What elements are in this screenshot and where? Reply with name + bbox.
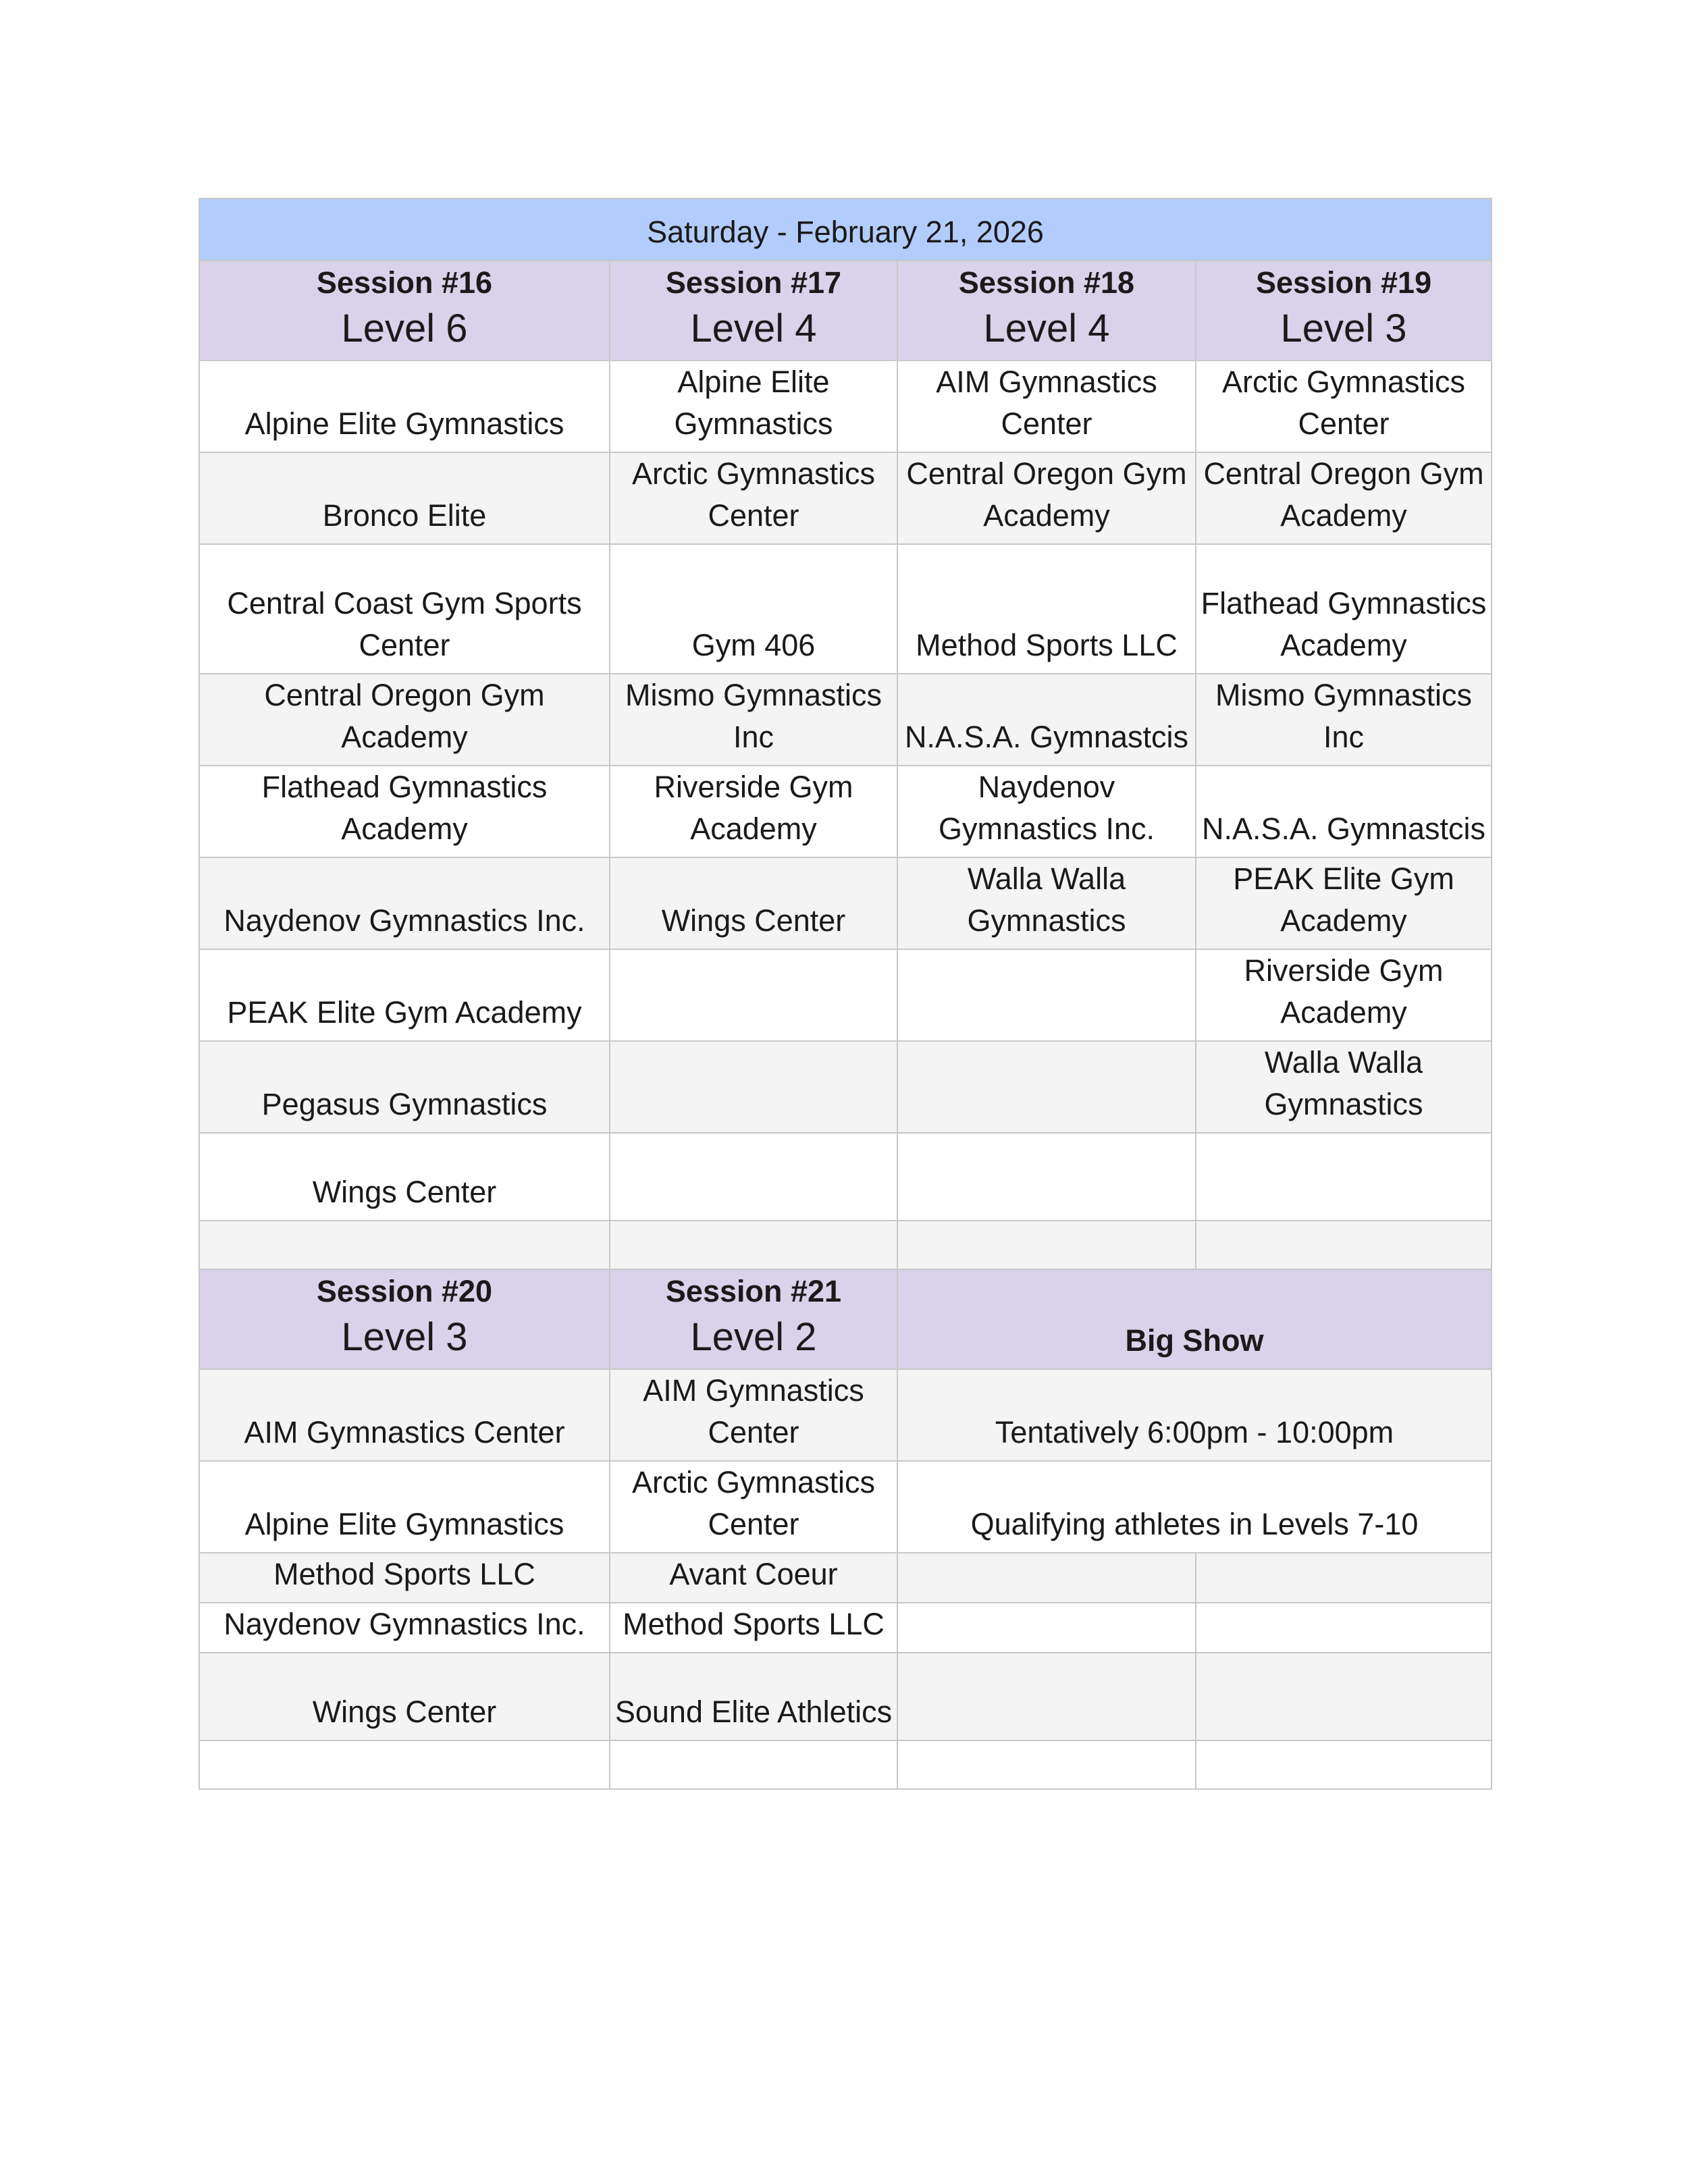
gym-cell: N.A.S.A. Gymnastcis xyxy=(897,674,1196,766)
gym-cell: AIM Gymnastics Center xyxy=(610,1369,897,1461)
session-header xyxy=(610,261,897,361)
table-row xyxy=(199,1653,1492,1740)
empty-cell xyxy=(1196,1553,1492,1603)
gym-cell: Sound Elite Athletics xyxy=(610,1653,897,1740)
table-row xyxy=(199,361,1492,452)
session-number: Session #17 xyxy=(665,265,842,300)
table-row xyxy=(199,1133,1492,1221)
gym-cell: AIM Gymnastics Center xyxy=(199,1369,610,1461)
gym-cell: Arctic Gymnastics Center xyxy=(610,1461,897,1553)
gym-cell: Wings Center xyxy=(199,1133,610,1221)
empty-cell xyxy=(1196,1653,1492,1740)
empty-cell xyxy=(610,1740,897,1789)
spacer-row xyxy=(199,1221,1492,1269)
empty-cell xyxy=(199,1740,610,1789)
table-row xyxy=(199,1369,1492,1461)
empty-cell xyxy=(897,1603,1196,1653)
gym-cell: Central Coast Gym Sports Center xyxy=(199,544,610,674)
gym-cell: Walla Walla Gymnastics xyxy=(1196,1041,1492,1133)
empty-cell xyxy=(1196,1221,1492,1269)
gym-cell xyxy=(897,1041,1196,1133)
table-row xyxy=(199,1461,1492,1553)
table-row xyxy=(199,1603,1492,1653)
session-number: Session #21 xyxy=(665,1274,842,1308)
gym-cell: Arctic Gymnastics Center xyxy=(1196,361,1492,452)
table-row xyxy=(199,1553,1492,1603)
big-show-note: Qualifying athletes in Levels 7-10 xyxy=(897,1461,1492,1553)
empty-cell xyxy=(610,1221,897,1269)
session-level: Level 4 xyxy=(690,307,817,350)
big-show-header: Big Show xyxy=(897,1269,1492,1369)
session-level: Level 6 xyxy=(341,307,468,350)
gym-cell: Wings Center xyxy=(610,857,897,949)
gym-cell xyxy=(897,949,1196,1041)
session-header xyxy=(897,261,1196,361)
gym-cell: Central Oregon Gym Academy xyxy=(1196,452,1492,544)
gym-cell: PEAK Elite Gym Academy xyxy=(199,949,610,1041)
gym-cell xyxy=(610,1041,897,1133)
empty-cell xyxy=(897,1553,1196,1603)
empty-cell xyxy=(199,1221,610,1269)
gym-cell: N.A.S.A. Gymnastcis xyxy=(1196,766,1492,857)
gym-cell: Naydenov Gymnastics Inc. xyxy=(199,857,610,949)
gym-cell: Bronco Elite xyxy=(199,452,610,544)
empty-cell xyxy=(897,1221,1196,1269)
table-row xyxy=(199,674,1492,766)
session-number: Session #18 xyxy=(958,265,1135,300)
session-level: Level 3 xyxy=(1280,307,1407,350)
session-header xyxy=(199,261,610,361)
gym-cell: Flathead Gymnastics Academy xyxy=(199,766,610,857)
table-row xyxy=(199,452,1492,544)
gym-cell xyxy=(897,1133,1196,1221)
session-header xyxy=(1196,261,1492,361)
gym-cell: Riverside Gym Academy xyxy=(610,766,897,857)
table-row xyxy=(199,949,1492,1041)
gym-cell: Central Oregon Gym Academy xyxy=(199,674,610,766)
gym-cell: Naydenov Gymnastics Inc. xyxy=(897,766,1196,857)
session-level: Level 4 xyxy=(983,307,1110,350)
session-number: Session #20 xyxy=(316,1274,493,1308)
page-title: Saturday - February 21, 2026 xyxy=(199,198,1492,261)
gym-cell: Gym 406 xyxy=(610,544,897,674)
gym-cell: Method Sports LLC xyxy=(199,1553,610,1603)
session-level: Level 2 xyxy=(690,1315,817,1359)
gym-cell: Pegasus Gymnastics xyxy=(199,1041,610,1133)
big-show-time: Tentatively 6:00pm - 10:00pm xyxy=(897,1369,1492,1461)
gym-cell: Method Sports LLC xyxy=(610,1603,897,1653)
gym-cell: Riverside Gym Academy xyxy=(1196,949,1492,1041)
session-number: Session #16 xyxy=(316,265,493,300)
spacer-row xyxy=(199,1740,1492,1789)
gym-cell: Mismo Gymnastics Inc xyxy=(1196,674,1492,766)
gym-cell: Flathead Gymnastics Academy xyxy=(1196,544,1492,674)
empty-cell xyxy=(1196,1603,1492,1653)
empty-cell xyxy=(1196,1740,1492,1789)
session-number: Session #19 xyxy=(1255,265,1432,300)
gym-cell: Alpine Elite Gymnastics xyxy=(610,361,897,452)
gym-cell: Method Sports LLC xyxy=(897,544,1196,674)
gym-cell: Central Oregon Gym Academy xyxy=(897,452,1196,544)
gym-cell xyxy=(610,949,897,1041)
gym-cell: PEAK Elite Gym Academy xyxy=(1196,857,1492,949)
table-row xyxy=(199,857,1492,949)
gym-cell: Walla Walla Gymnastics xyxy=(897,857,1196,949)
gym-cell xyxy=(610,1133,897,1221)
empty-cell xyxy=(897,1740,1196,1789)
table-row xyxy=(199,544,1492,674)
empty-cell xyxy=(897,1653,1196,1740)
gym-cell: Mismo Gymnastics Inc xyxy=(610,674,897,766)
gym-cell xyxy=(1196,1133,1492,1221)
gym-cell: Alpine Elite Gymnastics xyxy=(199,1461,610,1553)
gym-cell: Alpine Elite Gymnastics xyxy=(199,361,610,452)
gym-cell: Wings Center xyxy=(199,1653,610,1740)
table-row xyxy=(199,766,1492,857)
gym-cell: AIM Gymnastics Center xyxy=(897,361,1196,452)
session-header xyxy=(199,1269,610,1369)
schedule-table xyxy=(199,198,1492,1790)
table-row xyxy=(199,1041,1492,1133)
gym-cell: Avant Coeur xyxy=(610,1553,897,1603)
gym-cell: Arctic Gymnastics Center xyxy=(610,452,897,544)
session-header xyxy=(610,1269,897,1369)
gym-cell: Naydenov Gymnastics Inc. xyxy=(199,1603,610,1653)
session-level: Level 3 xyxy=(341,1315,468,1359)
